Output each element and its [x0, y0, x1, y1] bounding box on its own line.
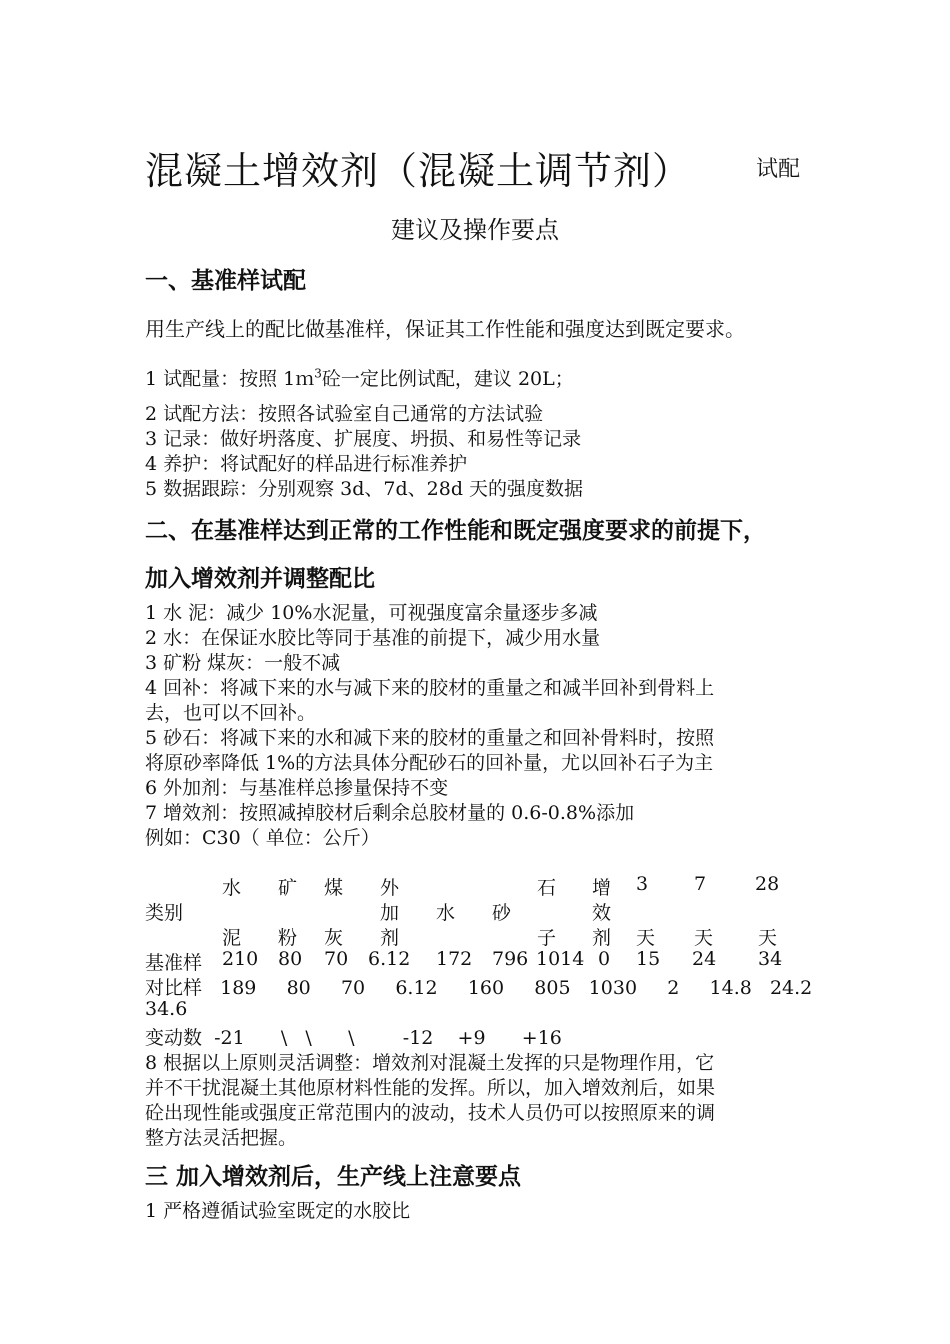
document-title: 混凝土增效剂（混凝土调节剂） [145, 149, 692, 193]
hdr-bot-enhancer: 剂 [592, 927, 612, 949]
section3-line-1: 1 严格遵循试验室既定的水胶比 [145, 1200, 411, 1222]
hdr-category-label: 类别 [145, 902, 184, 924]
section2-heading-line1: 二、在基准样达到正常的工作性能和既定强度要求的前提下， [145, 518, 766, 544]
hdr-top-admix: 外 [380, 877, 400, 899]
row-base-slag: 80 [278, 948, 303, 970]
item1-superscript: 3 [314, 366, 322, 381]
document-title-tail: 试配 [756, 157, 801, 182]
hdr-bot-7d: 天 [694, 927, 714, 949]
hdr-bot-admix: 剂 [380, 927, 400, 949]
hdr-mid-water: 水 [436, 902, 456, 924]
hdr-bot-slag: 粉 [278, 927, 298, 949]
section1-item-4: 4 养护：将试配好的样品进行标准养护 [145, 453, 468, 475]
row-base-cement: 210 [222, 948, 259, 970]
hdr-top-cement: 水 [222, 877, 242, 899]
section1-intro: 用生产线上的配比做基准样，保证其工作性能和强度达到既定要求。 [145, 317, 745, 341]
section2-tail-line-2: 并不干扰混凝土其他原材料性能的发挥。所以，加入增效剂后，如果 [145, 1077, 716, 1099]
item1-text-a: 1 试配量：按照 1ｍ [145, 368, 315, 390]
row-base-28d: 34 [758, 948, 783, 970]
section1-item-1 [145, 364, 574, 391]
row-base-7d: 24 [692, 948, 717, 970]
row-base-enhancer: 0 [598, 948, 611, 970]
row-base-stone: 1014 [536, 948, 585, 970]
section2-line-5: 去，也可以不回补。 [145, 702, 317, 724]
section1-item-3: 3 记录：做好坍落度、扩展度、坍损、和易性等记录 [145, 428, 582, 450]
item1-text-b: 砼一定比例试配，建议 20L； [321, 368, 574, 390]
row-base-admix: 6.12 [368, 948, 411, 970]
row-compare: 对比样 189 80 70 6.12 160 805 1030 2 14.8 24.2 [145, 977, 813, 999]
hdr-bot-28d: 天 [758, 927, 778, 949]
hdr-bot-cement: 泥 [222, 927, 242, 949]
section2-line-2: 2 水：在保证水胶比等同于基准的前提下，减少用水量 [145, 627, 601, 649]
hdr-top-7d: 7 [694, 873, 707, 895]
hdr-top-28d: 28 [755, 873, 780, 895]
hdr-top-stone: 石 [537, 877, 557, 899]
section3-heading: 三 加入增效剂后，生产线上注意要点 [145, 1164, 522, 1190]
section2-line-8: 6 外加剂：与基准样总掺量保持不变 [145, 777, 449, 799]
row-base-sand: 796 [492, 948, 529, 970]
section2-tail-line-4: 整方法灵活把握。 [145, 1127, 298, 1149]
section2-line-7: 将原砂率降低 1%的方法具体分配砂石的回补量，尤以回补石子为主 [145, 752, 714, 774]
section2-line-10: 例如：C30（ 单位：公斤） [145, 827, 380, 849]
section2-line-4: 4 回补：将减下来的水与减下来的胶材的重量之和减半回补到骨料上 [145, 677, 715, 699]
row-base-water: 172 [436, 948, 473, 970]
hdr-bot-stone: 子 [537, 927, 557, 949]
section2-tail-line-3: 砼出现性能或强度正常范围内的波动，技术人员仍可以按照原来的调 [145, 1102, 716, 1124]
section2-line-3: 3 矿粉 煤灰：一般不减 [145, 652, 341, 674]
section1-item-2: 2 试配方法：按照各试验室自己通常的方法试验 [145, 403, 544, 425]
hdr-bot-3d: 天 [636, 927, 656, 949]
hdr-top-enhancer: 增 [592, 877, 612, 899]
section1-heading: 一、基准样试配 [145, 268, 306, 294]
hdr-mid-admix: 加 [380, 902, 400, 924]
hdr-top-flyash: 煤 [324, 877, 344, 899]
document-subtitle: 建议及操作要点 [391, 216, 559, 244]
section2-line-6: 5 砂石：将减下来的水和减下来的胶材的重量之和回补骨料时，按照 [145, 727, 715, 749]
row-base-3d: 15 [636, 948, 661, 970]
row-base-label: 基准样 [145, 952, 203, 974]
row-change: 变动数 -21 \ \ \ -12 +9 +16 [145, 1027, 562, 1049]
hdr-mid-sand: 砂 [492, 902, 512, 924]
section2-tail-line-1: 8 根据以上原则灵活调整：增效剂对混凝土发挥的只是物理作用，它 [145, 1052, 715, 1074]
row-compare-wrap: 34.6 [145, 998, 188, 1020]
section2-line-9: 7 增效剂：按照减掉胶材后剩余总胶材量的 0.6-0.8%添加 [145, 802, 635, 824]
section2-line-1: 1 水 泥：减少 10%水泥量，可视强度富余量逐步多减 [145, 602, 598, 624]
row-base-flyash: 70 [324, 948, 349, 970]
hdr-top-3d: 3 [636, 873, 649, 895]
hdr-mid-enhancer: 效 [592, 902, 612, 924]
hdr-top-slag: 矿 [278, 877, 298, 899]
section2-heading-line2: 加入增效剂并调整配比 [145, 566, 375, 592]
section1-item-5: 5 数据跟踪：分别观察 3d、7d、28d 天的强度数据 [145, 478, 584, 500]
hdr-bot-flyash: 灰 [324, 927, 344, 949]
